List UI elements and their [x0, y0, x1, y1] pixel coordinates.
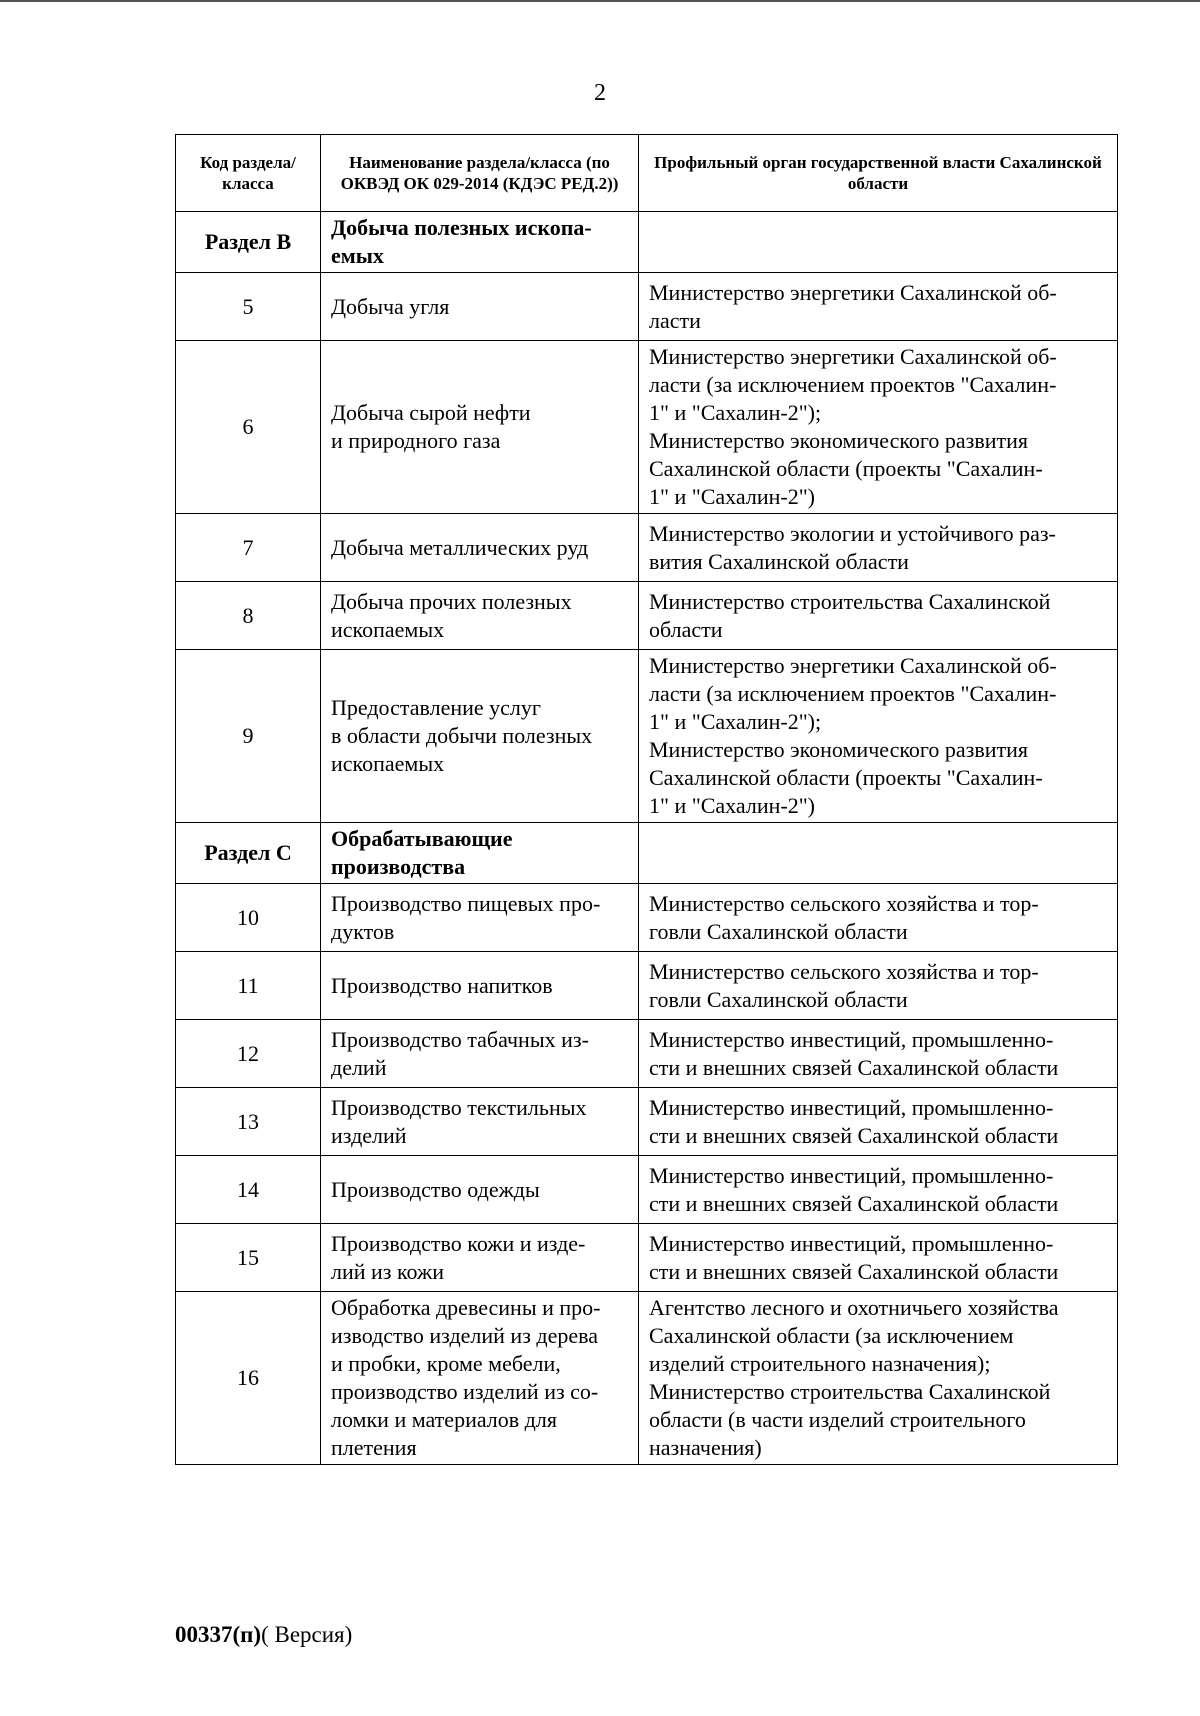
table-row — [176, 884, 1118, 952]
cell-code: 16 — [176, 1292, 321, 1465]
header-code: Код раздела/ класса — [176, 135, 321, 212]
cell-code: 11 — [176, 952, 321, 1020]
page-number: 2 — [594, 80, 606, 106]
cell-code: 9 — [176, 650, 321, 823]
cell-authority: Министерство инвестиций, промышленно- сти и внешних связей Сахалинской области — [639, 1156, 1118, 1224]
table-row — [176, 1224, 1118, 1292]
cell-code: 6 — [176, 341, 321, 514]
scan-top-edge — [0, 0, 1200, 2]
cell-name: Производство кожи и изде- лий из кожи — [321, 1224, 639, 1292]
cell-code: 14 — [176, 1156, 321, 1224]
cell-name: Производство одежды — [321, 1156, 639, 1224]
cell-authority — [639, 212, 1118, 273]
cell-name: Производство пищевых про- дуктов — [321, 884, 639, 952]
cell-name: Добыча металлических руд — [321, 514, 639, 582]
cell-authority: Министерство инвестиций, промышленно- сти и внешних связей Сахалинской области — [639, 1088, 1118, 1156]
table-row — [176, 273, 1118, 341]
table-header-row — [176, 135, 1118, 212]
cell-name: Производство табачных из- делий — [321, 1020, 639, 1088]
cell-authority — [639, 823, 1118, 884]
cell-code: Раздел С — [176, 823, 321, 884]
cell-name: Добыча угля — [321, 273, 639, 341]
table-row — [176, 1156, 1118, 1224]
cell-name: Добыча сырой нефти и природного газа — [321, 341, 639, 514]
cell-name: Обработка древесины и про- изводство изделий из дерева и пробки, кроме мебели, производство изделий из со- ломки и материалов для плетения — [321, 1292, 639, 1465]
cell-authority: Агентство лесного и охотничьего хозяйства Сахалинской области (за исключением изделий строительного назначения); Министерство строительства Сахалинской области (в части изделий строительного назначения) — [639, 1292, 1118, 1465]
cell-authority: Министерство инвестиций, промышленно- сти и внешних связей Сахалинской области — [639, 1020, 1118, 1088]
table-row — [176, 650, 1118, 823]
cell-authority: Министерство энергетики Сахалинской об- ласти — [639, 273, 1118, 341]
document-footer — [175, 1622, 352, 1648]
cell-name: Добыча прочих полезных ископаемых — [321, 582, 639, 650]
table-row — [176, 1088, 1118, 1156]
cell-authority: Министерство сельского хозяйства и тор- говли Сахалинской области — [639, 884, 1118, 952]
cell-authority: Министерство экологии и устойчивого раз- вития Сахалинской области — [639, 514, 1118, 582]
cell-code: 15 — [176, 1224, 321, 1292]
table-row — [176, 1292, 1118, 1465]
cell-code: 13 — [176, 1088, 321, 1156]
cell-name: Производство напитков — [321, 952, 639, 1020]
cell-name: Обрабатывающие производства — [321, 823, 639, 884]
cell-authority: Министерство энергетики Сахалинской об- ласти (за исключением проектов "Сахалин- 1" и "Сахалин-2"); Министерство экономического развития Сахалинской области (проекты "Сахалин- 1" и "Сахалин-2") — [639, 341, 1118, 514]
header-authority: Профильный орган государственной власти Сахалинской области — [639, 135, 1118, 212]
table-body — [176, 212, 1118, 1465]
cell-authority: Министерство сельского хозяйства и тор- говли Сахалинской области — [639, 952, 1118, 1020]
cell-code: 5 — [176, 273, 321, 341]
table-row — [176, 514, 1118, 582]
cell-authority: Министерство инвестиций, промышленно- сти и внешних связей Сахалинской области — [639, 1224, 1118, 1292]
cell-code: Раздел В — [176, 212, 321, 273]
table-row — [176, 1020, 1118, 1088]
cell-code: 8 — [176, 582, 321, 650]
cell-name: Добыча полезных ископа- емых — [321, 212, 639, 273]
table-row — [176, 952, 1118, 1020]
cell-name: Производство текстильных изделий — [321, 1088, 639, 1156]
cell-authority: Министерство строительства Сахалинской области — [639, 582, 1118, 650]
document-version: ( Версия) — [261, 1622, 353, 1647]
table-row — [176, 582, 1118, 650]
section-row — [176, 823, 1118, 884]
cell-code: 12 — [176, 1020, 321, 1088]
cell-authority: Министерство энергетики Сахалинской об- ласти (за исключением проектов "Сахалин- 1" и "Сахалин-2"); Министерство экономического развития Сахалинской области (проекты "Сахалин- 1" и "Сахалин-2") — [639, 650, 1118, 823]
header-name: Наименование раздела/класса (по ОКВЭД ОК 029-2014 (КДЭС РЕД.2)) — [321, 135, 639, 212]
cell-code: 7 — [176, 514, 321, 582]
okved-authority-table — [175, 134, 1118, 1465]
section-row — [176, 212, 1118, 273]
document-code: 00337(п) — [175, 1622, 262, 1647]
cell-name: Предоставление услуг в области добычи полезных ископаемых — [321, 650, 639, 823]
table-row — [176, 341, 1118, 514]
cell-code: 10 — [176, 884, 321, 952]
